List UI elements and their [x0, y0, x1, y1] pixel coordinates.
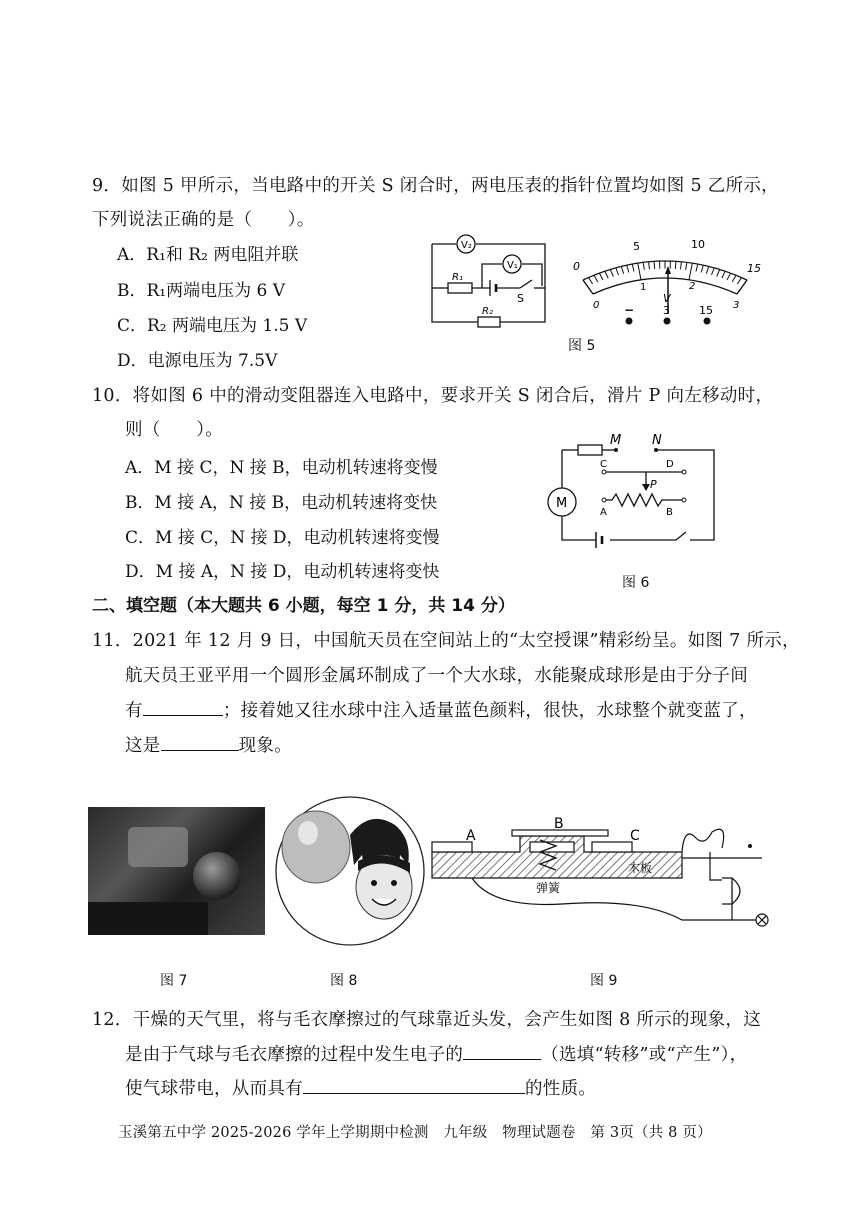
v1-label: V₁	[507, 260, 518, 271]
terminal-negative: −	[624, 303, 635, 317]
dial-upper-10: 10	[691, 238, 705, 251]
figure-5-caption: 图 5	[568, 338, 596, 354]
dial-tick	[696, 264, 698, 271]
fig6-label-m: M	[610, 433, 622, 448]
dial-unit: V	[663, 292, 671, 305]
fig6-label-d: D	[666, 459, 674, 470]
fig7-water-ball-shape	[193, 852, 241, 900]
q9-line1: 9．如图 5 甲所示，当电路中的开关 S 闭合时，两电压表的指针位置均如图 5 乙所示，	[92, 176, 779, 196]
fig9-board-label: 木板	[628, 861, 653, 875]
dial-upper-0: 0	[573, 260, 580, 273]
figure-7-caption: 图 7	[160, 973, 188, 989]
q9-option-c: C．R₂ 两端电压为 1.5 V	[117, 316, 308, 336]
dial-tick	[732, 275, 736, 282]
dial-tick	[627, 265, 629, 272]
dial-upper-5: 5	[633, 240, 640, 253]
q11-line3-after: ；接着她又往水球中注入适量蓝色颜料，很快，水球整个就变蓝了，	[222, 701, 757, 721]
fig9-label-b: B	[554, 816, 564, 832]
fig9-spring-label: 弹簧	[536, 881, 561, 895]
dial-tick	[599, 273, 603, 280]
fig6-label-p: P	[650, 478, 657, 491]
q11-line3-before: 有	[125, 701, 143, 721]
figure-8-caption: 图 8	[330, 973, 358, 989]
q12-line2-before: 是由于气球与毛衣摩擦的过程中发生电子的	[125, 1045, 464, 1065]
dial-tick	[632, 264, 634, 271]
page-footer: 玉溪第五中学 2025-2026 学年上学期期中检测 九年级 物理试题卷 第 3页（共 8 页）	[118, 1125, 712, 1141]
r1-label: R₁	[452, 272, 463, 283]
figure-6-caption: 图 6	[622, 575, 650, 591]
q10-option-c: C．M 接 C，N 接 D，电动机转速将变慢	[125, 528, 440, 548]
fig8-balloon	[282, 811, 350, 883]
q12-line3	[125, 1075, 596, 1100]
fig9-label-a: A	[466, 828, 476, 844]
q10-line2: 则（ ）。	[125, 420, 224, 440]
dial-tick	[643, 262, 644, 270]
switch-label: S	[517, 292, 524, 305]
q12-line3-before: 使气球带电，从而具有	[125, 1079, 303, 1099]
dial-tick	[717, 269, 720, 276]
q12-blank-1[interactable]	[463, 1042, 541, 1060]
q12-line2-after: （选填“转移”或“产生”），	[541, 1045, 748, 1065]
figure-5-voltmeter-dial	[565, 232, 765, 332]
dial-tick	[701, 265, 703, 272]
q10-line1: 10．将如图 6 中的滑动变阻器连入电路中，要求开关 S 闭合后，滑片 P 向左移动时，	[92, 386, 774, 406]
v2-label: V₂	[461, 240, 472, 251]
dial-tick	[654, 261, 655, 269]
fig6-label-b: B	[666, 507, 673, 518]
dial-lower-3: 3	[733, 300, 740, 311]
dial-tick	[686, 262, 687, 270]
q11-line3	[125, 697, 757, 722]
q11-line4-before: 这是	[125, 736, 161, 756]
dial-tick	[588, 278, 592, 284]
fig6-motor-label: M	[556, 496, 568, 511]
dial-lower-1: 1	[640, 282, 647, 293]
figure-5-circuit	[430, 236, 550, 328]
figure-9-alarm-circuit	[432, 808, 782, 943]
section-2-title: 二、填空题（本大题共 6 小题，每空 1 分，共 14 分）	[92, 596, 515, 616]
dial-tick	[616, 268, 619, 275]
q12-blank-2[interactable]	[303, 1076, 525, 1094]
figure-9-caption: 图 9	[590, 973, 618, 989]
q12-line3-after: 的性质。	[525, 1079, 597, 1099]
q9-option-a: A．R₁和 R₂ 两电阻并联	[117, 245, 299, 265]
dial-tick	[689, 263, 692, 280]
terminal-15: 15	[699, 304, 713, 317]
q11-blank-2[interactable]	[161, 733, 239, 751]
q11-line1: 11．2021 年 12 月 9 日，中国航天员在空间站上的“太空授课”精彩纷呈。如图 7 所示，	[92, 631, 800, 651]
dial-upper-15: 15	[747, 262, 761, 275]
dial-tick	[594, 275, 598, 282]
dial-lower-0: 0	[593, 300, 600, 311]
figure-7-photo	[88, 807, 265, 935]
fig6-label-a: A	[600, 507, 607, 518]
q11-line4	[125, 732, 292, 757]
fig7-equipment-shape	[128, 827, 188, 867]
q11-blank-1[interactable]	[143, 698, 223, 716]
dial-tick	[675, 261, 676, 269]
q11-line4-after: 现象。	[238, 736, 293, 756]
terminal-3: 3	[663, 304, 670, 317]
q10-option-b: B．M 接 A，N 接 B，电动机转速将变快	[125, 493, 438, 513]
figure-8-balloon-hair	[270, 795, 430, 947]
r2-label: R₂	[482, 306, 493, 317]
dial-tick	[621, 266, 623, 273]
dial-tick	[605, 271, 608, 278]
q11-line2: 航天员王亚平用一个圆形金属环制成了一个大水球，水能聚成球形是由于分子间	[125, 666, 748, 686]
dial-tick	[610, 269, 613, 276]
figure-6-rheostat-circuit	[544, 432, 719, 552]
dial-tick	[712, 268, 715, 275]
dial-tick	[638, 263, 641, 280]
q12-line1: 12．干燥的天气里，将与毛衣摩擦过的气球靠近头发，会产生如图 8 所示的现象，这	[92, 1010, 762, 1030]
dial-lower-2: 2	[689, 281, 696, 292]
q9-option-d: D．电源电压为 7.5V	[117, 351, 278, 371]
fig6-label-c: C	[600, 459, 607, 470]
fig9-label-c: C	[630, 828, 640, 844]
dial-tick	[737, 278, 741, 284]
fig6-label-n: N	[652, 433, 662, 448]
dial-tick	[727, 273, 731, 280]
dial-tick	[649, 262, 650, 270]
q10-option-a: A．M 接 C，N 接 B，电动机转速将变慢	[125, 458, 438, 478]
q9-line2: 下列说法正确的是（ ）。	[92, 210, 315, 230]
dial-tick	[722, 271, 725, 278]
q12-line2	[125, 1041, 747, 1066]
fig7-foreground-shape	[88, 902, 208, 935]
q10-option-d: D．M 接 A，N 接 D，电动机转速将变快	[125, 562, 440, 582]
q9-option-b: B．R₁两端电压为 6 V	[117, 281, 286, 301]
dial-tick	[681, 262, 682, 270]
dial-tick	[706, 266, 708, 273]
